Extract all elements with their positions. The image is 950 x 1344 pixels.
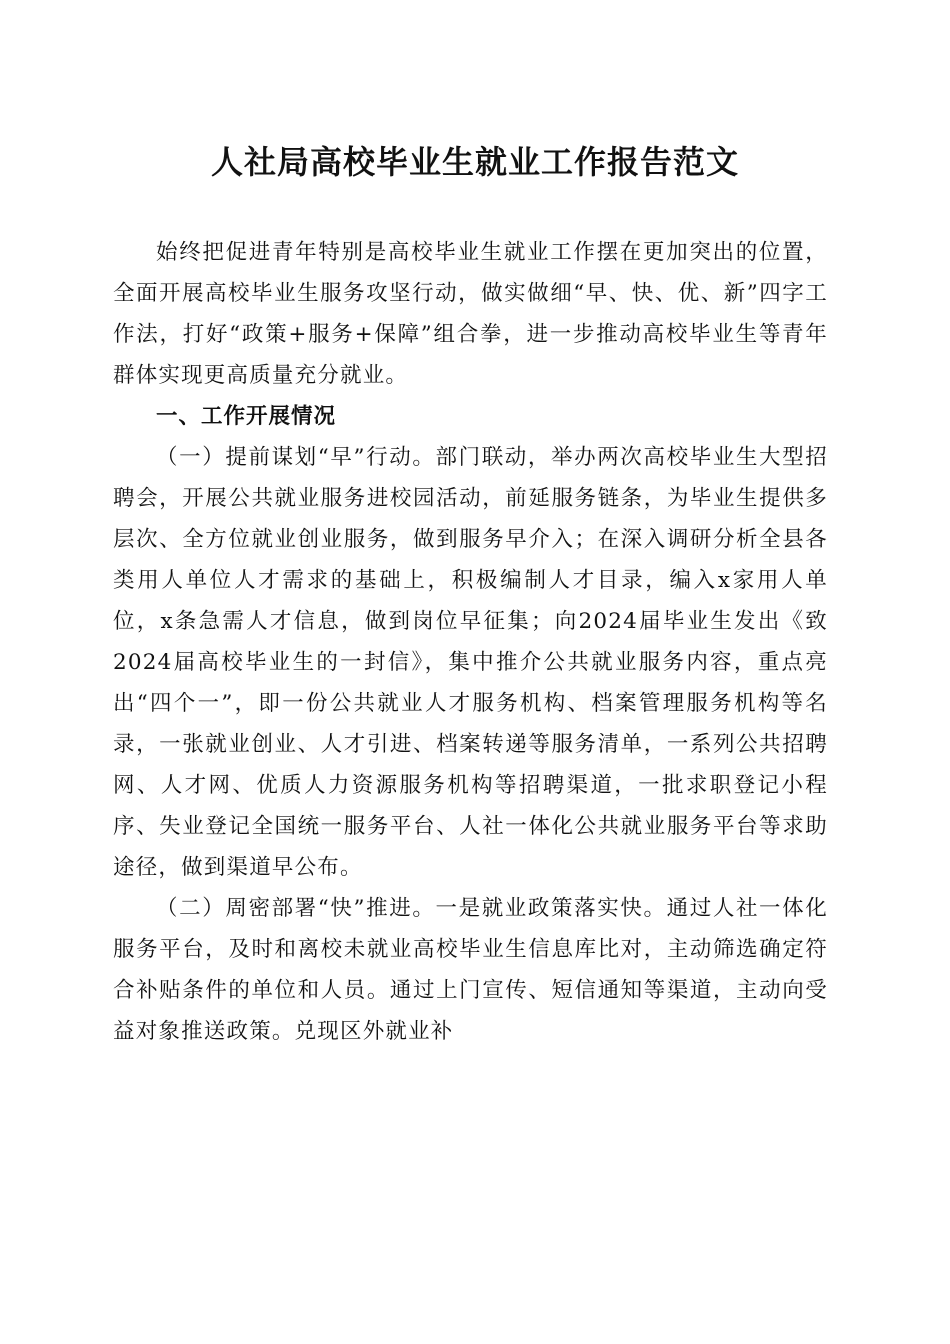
section-heading: 一、工作开展情况 — [156, 404, 337, 429]
item-paragraph-1: （一）提前谋划“早”行动。部门联动，举办两次高校毕业生大型招聘会，开展公共就业服务进校园活动，前延服务链条，为毕业生提供多层次、全方位就业创业服务，做到服务早介入；在深入调研分析全县各类用人单位人才需求的基础上，积极编制人才目录，编入x家用人单位，x条急需人才信息，做到岗位早征集；向2024届毕业生发出《致2024届高校毕业生的一封信》，集中推介公共就业服务内容，重点亮出“四个一”，即一份公共就业人才服务机构、档案管理服务机构等名录，一张就业创业、人才引进、档案转递等服务清单，一系列公共招聘网、人才网、优质人力资源服务机构等招聘渠道，一批求职登记小程序、失业登记全国统一服务平台、人社一体化公共就业服务平台等求助途径，做到渠道早公布。 — [113, 445, 828, 880]
intro-paragraph: 始终把促进青年特别是高校毕业生就业工作摆在更加突出的位置，全面开展高校毕业生服务攻坚行动，做实做细“早、快、优、新”四字工作法，打好“政策+服务+保障”组合拳，进一步推动高校毕业生等青年群体实现更高质量充分就业。 — [113, 240, 828, 388]
item-paragraph-2: （二）周密部署“快”推进。一是就业政策落实快。通过人社一体化服务平台，及时和离校未就业高校毕业生信息库比对，主动筛选确定符合补贴条件的单位和人员。通过上门宣传、短信通知等渠道，主动向受益对象推送政策。兑现区外就业补 — [113, 896, 828, 1044]
document-title: 人社局高校毕业生就业工作报告范文 — [210, 143, 739, 181]
document-body — [113, 232, 828, 1052]
